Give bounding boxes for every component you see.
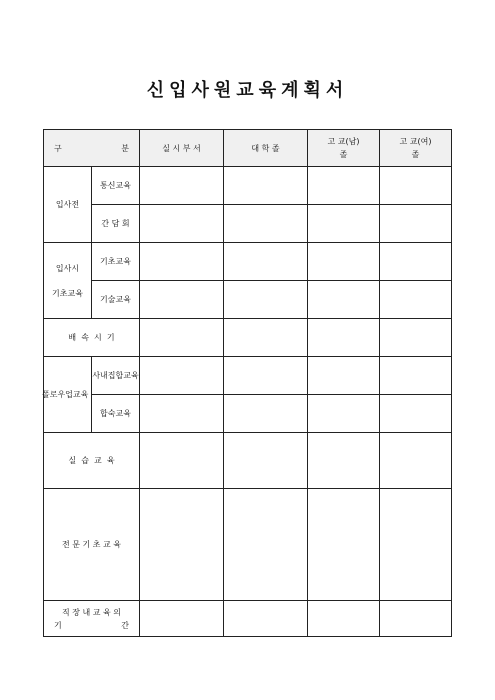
cell-empty[interactable] xyxy=(380,243,452,281)
label-pre-entry: 입사전 xyxy=(44,167,92,243)
cell-empty[interactable] xyxy=(308,243,380,281)
cell-empty[interactable] xyxy=(140,243,224,281)
label-ojt-period: 직 장 내 교 육 의 기 간 xyxy=(44,601,140,637)
cell-empty[interactable] xyxy=(380,167,452,205)
cell-empty[interactable] xyxy=(224,357,308,395)
cell-empty[interactable] xyxy=(380,357,452,395)
cell-empty[interactable] xyxy=(224,433,308,489)
row-ojt-period xyxy=(44,601,452,637)
header-row xyxy=(44,130,452,167)
cell-empty[interactable] xyxy=(380,601,452,637)
cell-empty[interactable] xyxy=(224,205,308,243)
label-residential: 합숙교육 xyxy=(92,395,140,433)
label-specialized: 전 문 기 초 교 육 xyxy=(44,489,140,601)
cell-empty[interactable] xyxy=(380,319,452,357)
row-specialized xyxy=(44,489,452,601)
cell-empty[interactable] xyxy=(308,489,380,601)
cell-empty[interactable] xyxy=(380,489,452,601)
label-follow-up: 폴로우업교육 xyxy=(44,357,92,433)
row-residential xyxy=(44,395,452,433)
cell-empty[interactable] xyxy=(308,281,380,319)
cell-empty[interactable] xyxy=(380,395,452,433)
cell-empty[interactable] xyxy=(140,433,224,489)
label-basic: 기초교육 xyxy=(92,243,140,281)
header-university: 대 학 졸 xyxy=(224,130,308,167)
row-in-house xyxy=(44,357,452,395)
cell-empty[interactable] xyxy=(308,433,380,489)
row-basic xyxy=(44,243,452,281)
cell-empty[interactable] xyxy=(224,319,308,357)
header-hs-female: 고 교(여) 졸 xyxy=(380,130,452,167)
row-correspondence xyxy=(44,167,452,205)
cell-empty[interactable] xyxy=(224,281,308,319)
cell-empty[interactable] xyxy=(224,601,308,637)
cell-empty[interactable] xyxy=(140,601,224,637)
cell-empty[interactable] xyxy=(140,167,224,205)
cell-empty[interactable] xyxy=(308,319,380,357)
cell-empty[interactable] xyxy=(308,395,380,433)
training-plan-table xyxy=(43,129,452,637)
cell-empty[interactable] xyxy=(140,281,224,319)
cell-empty[interactable] xyxy=(224,489,308,601)
cell-empty[interactable] xyxy=(140,395,224,433)
label-entry-basic: 입사시 기초교육 xyxy=(44,243,92,319)
header-dept: 실 시 부 서 xyxy=(140,130,224,167)
cell-empty[interactable] xyxy=(140,319,224,357)
header-category: 구 분 xyxy=(44,130,140,167)
cell-empty[interactable] xyxy=(140,357,224,395)
cell-empty[interactable] xyxy=(380,281,452,319)
cell-empty[interactable] xyxy=(308,601,380,637)
cell-empty[interactable] xyxy=(308,357,380,395)
row-assignment xyxy=(44,319,452,357)
label-in-house: 사내집합교육 xyxy=(92,357,140,395)
label-meeting: 간 담 회 xyxy=(92,205,140,243)
row-meeting xyxy=(44,205,452,243)
cell-empty[interactable] xyxy=(308,167,380,205)
row-technical xyxy=(44,281,452,319)
cell-empty[interactable] xyxy=(140,205,224,243)
document-title: 신입사원교육계획서 xyxy=(146,80,349,101)
cell-empty[interactable] xyxy=(224,167,308,205)
row-practice xyxy=(44,433,452,489)
cell-empty[interactable] xyxy=(224,395,308,433)
label-correspondence: 통신교육 xyxy=(92,167,140,205)
cell-empty[interactable] xyxy=(380,205,452,243)
cell-empty[interactable] xyxy=(380,433,452,489)
label-assignment: 배 속 시 기 xyxy=(44,319,140,357)
cell-empty[interactable] xyxy=(224,243,308,281)
header-hs-male: 고 교(남) 졸 xyxy=(308,130,380,167)
label-technical: 기술교육 xyxy=(92,281,140,319)
label-practice: 실 습 교 육 xyxy=(44,433,140,489)
cell-empty[interactable] xyxy=(308,205,380,243)
cell-empty[interactable] xyxy=(140,489,224,601)
